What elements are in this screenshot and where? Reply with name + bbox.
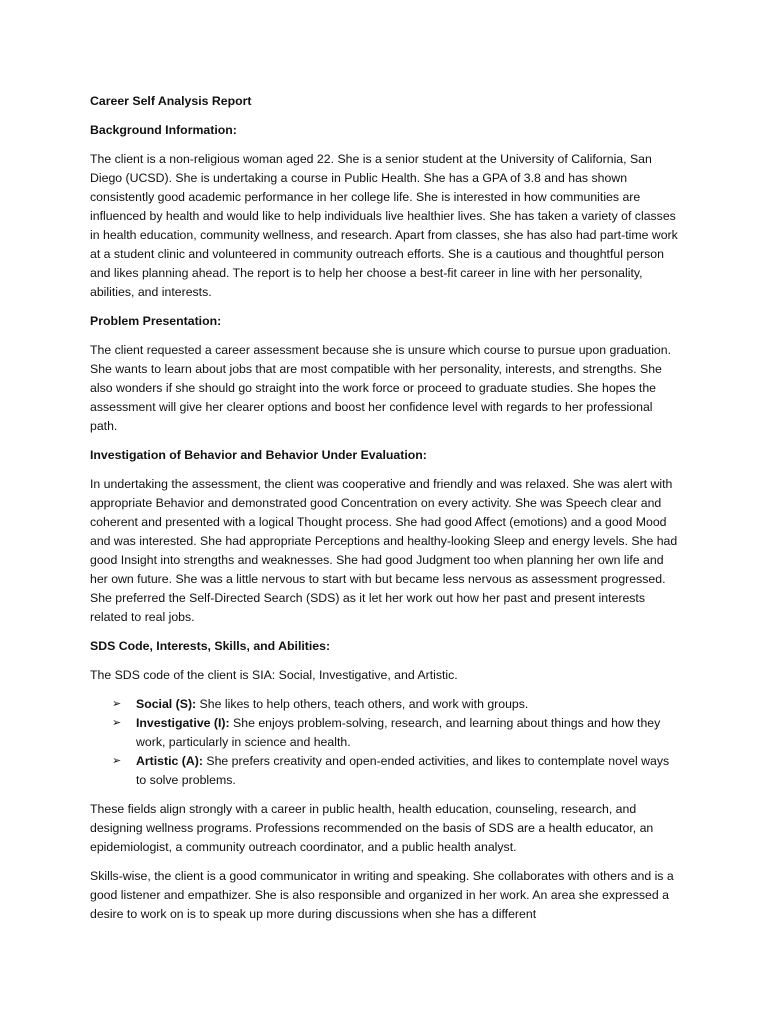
- bullet-label-artistic: Artistic (A):: [136, 754, 203, 768]
- arrow-bullet-icon: ➢: [112, 698, 122, 710]
- sds-fields-paragraph: These fields align strongly with a career in public health, health education, counseling, research, and designing wellness programs. Professions recommended on the basis of SDS are a health educator, an epidemiologist, a community outreach coordinator, and a public health analyst.: [90, 802, 654, 854]
- sds-heading: SDS Code, Interests, Skills, and Abilities:: [90, 639, 331, 653]
- investigation-paragraph: In undertaking the assessment, the client was cooperative and friendly and was relaxed. She was alert with appropriate Behavior and demonstrated good Concentration on every activity. She was Speech clear and coherent and presented with a logical Thought process. She had good Affect (emotions) and a good Mood and was interested. She had appropriate Perceptions and healthy-looking Sleep and energy levels. She had good Insight into strengths and weaknesses. She had good Judgment too when planning her own life and her own future. She was a little nervous to start with but became less nervous as assessment progressed. She preferred the Self-Directed Search (SDS) as it let her work out how her past and present interests related to real jobs.: [90, 477, 678, 624]
- document-page: [90, 92, 682, 934]
- sds-intro-paragraph: The SDS code of the client is SIA: Social, Investigative, and Artistic.: [90, 668, 458, 682]
- investigation-heading: Investigation of Behavior and Behavior Under Evaluation:: [90, 448, 427, 462]
- list-item: [90, 752, 682, 790]
- background-heading: Background Information:: [90, 123, 237, 137]
- list-item: [90, 714, 682, 752]
- arrow-bullet-icon: ➢: [112, 755, 122, 767]
- problem-paragraph: The client requested a career assessment because she is unsure which course to pursue upon graduation. She wants to learn about jobs that are most compatible with her personality, interests, and strengths. She also wonders if she should go straight into the work force or proceed to graduate studies. She hopes the assessment will give her clearer options and boost her confidence level with regards to her professional path.: [90, 343, 672, 433]
- problem-heading: Problem Presentation:: [90, 314, 222, 328]
- sds-skills-paragraph: Skills-wise, the client is a good communicator in writing and speaking. She collaborates with others and is a good listener and empathizer. She is also responsible and organized in her work. An area she expressed a desire to work on is to speak up more during discussions when she has a different: [90, 869, 674, 921]
- bullet-text-investigative: She enjoys problem-solving, research, and learning about things and how they work, particularly in science and health.: [136, 716, 661, 749]
- list-item: [90, 695, 682, 714]
- background-paragraph: The client is a non-religious woman aged 22. She is a senior student at the University of California, San Diego (UCSD). She is undertaking a course in Public Health. She has a GPA of 3.8 and has shown consistently good academic performance in her college life. She is interested in how communities are influenced by health and would like to help individuals live healthier lives. She has taken a variety of classes in health education, community wellness, and research. Apart from classes, she has also had part-time work at a student clinic and volunteered in community outreach efforts. She is a cautious and thoughtful person and likes planning ahead. The report is to help her choose a best-fit career in line with her personality, abilities, and interests.: [90, 152, 678, 299]
- sds-bullet-list: [90, 695, 682, 790]
- document-title: Career Self Analysis Report: [90, 94, 252, 108]
- bullet-text-social: She likes to help others, teach others, and work with groups.: [196, 697, 529, 711]
- bullet-label-investigative: Investigative (I):: [136, 716, 230, 730]
- arrow-bullet-icon: ➢: [112, 717, 122, 729]
- bullet-text-artistic: She prefers creativity and open-ended activities, and likes to contemplate novel ways to solve problems.: [136, 754, 670, 787]
- bullet-label-social: Social (S):: [136, 697, 197, 711]
